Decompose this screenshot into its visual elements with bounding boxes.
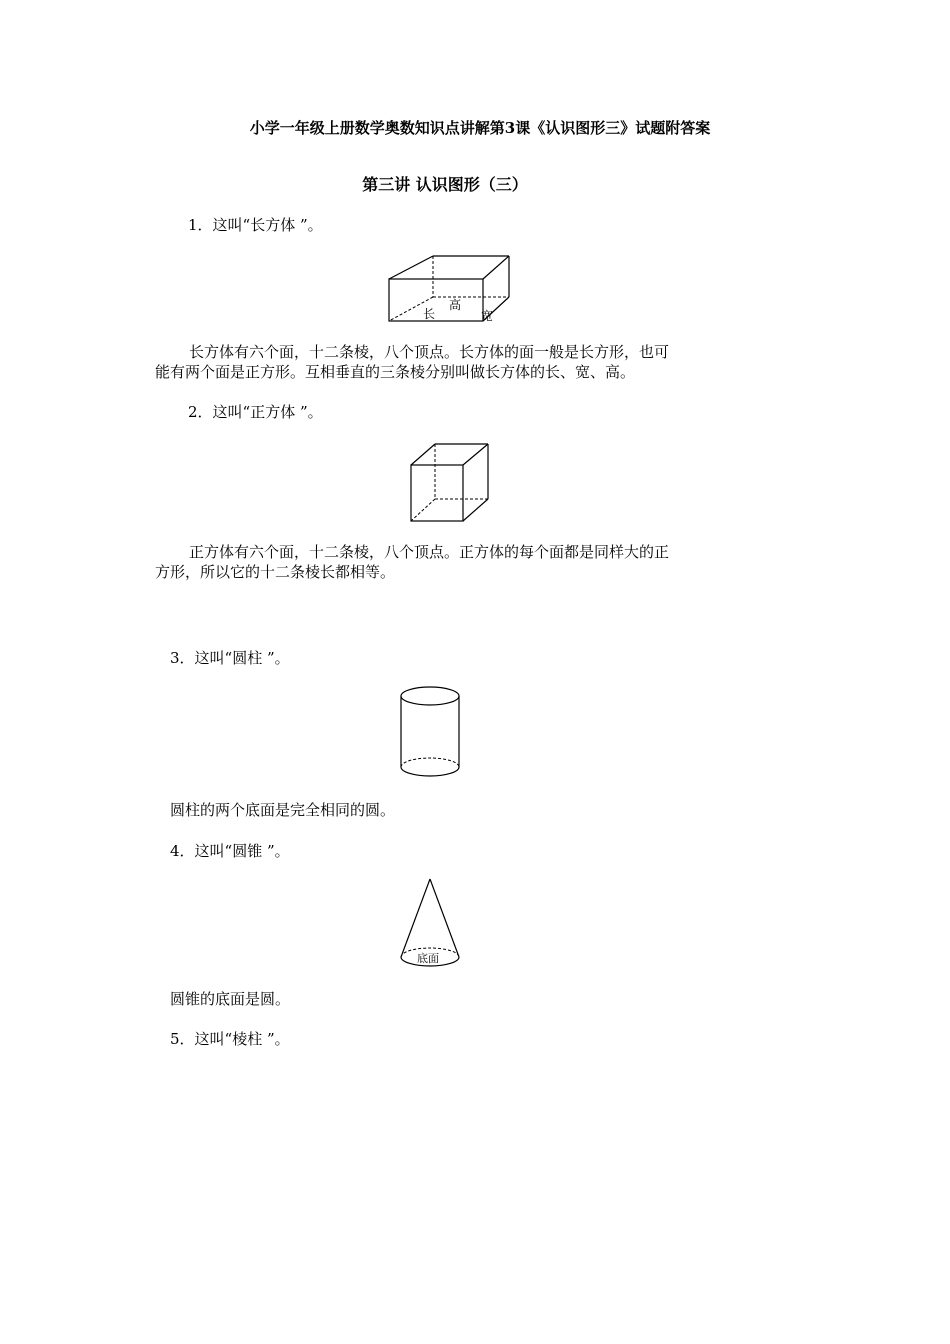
section-3-heading: 3．这叫“圆柱 ”。 <box>170 649 290 667</box>
section-1-text <box>155 342 745 382</box>
section-3-text: 圆柱的两个底面是完全相同的圆。 <box>170 801 396 819</box>
section-2-text-line: 方形，所以它的十二条棱长都相等。 <box>155 563 396 581</box>
cuboid-figure <box>385 252 515 324</box>
section-1-text-line: 能有两个面是正方形。互相垂直的三条棱分别叫做长方体的长、宽、高。 <box>155 363 636 381</box>
section-1-heading: 1．这叫“长方体 ”。 <box>188 216 323 234</box>
section-2-heading: 2．这叫“正方体 ”。 <box>188 403 323 421</box>
cylinder-figure <box>396 684 464 780</box>
cube-figure <box>408 441 492 525</box>
cone-figure <box>396 876 464 970</box>
cone-base-label: 底面 <box>417 952 439 965</box>
lesson-title: 第三讲 认识图形（三） <box>362 175 528 194</box>
cuboid-height-label: 高 <box>449 298 462 312</box>
section-2-text-line: 正方体有六个面，十二条棱，八个顶点。正方体的每个面都是同样大的正 <box>189 543 670 561</box>
cuboid-width-label: 宽 <box>481 309 494 323</box>
section-5-heading: 5．这叫“棱柱 ”。 <box>170 1030 290 1048</box>
section-2-text <box>155 542 745 582</box>
section-4-heading: 4．这叫“圆锥 ”。 <box>170 842 290 860</box>
document-title: 小学一年级上册数学奥数知识点讲解第3课《认识图形三》试题附答案 <box>249 119 711 137</box>
cuboid-length-label: 长 <box>423 307 436 321</box>
section-4-text: 圆锥的底面是圆。 <box>170 990 291 1008</box>
section-1-text-line: 长方体有六个面，十二条棱，八个顶点。长方体的面一般是长方形，也可 <box>189 343 670 361</box>
